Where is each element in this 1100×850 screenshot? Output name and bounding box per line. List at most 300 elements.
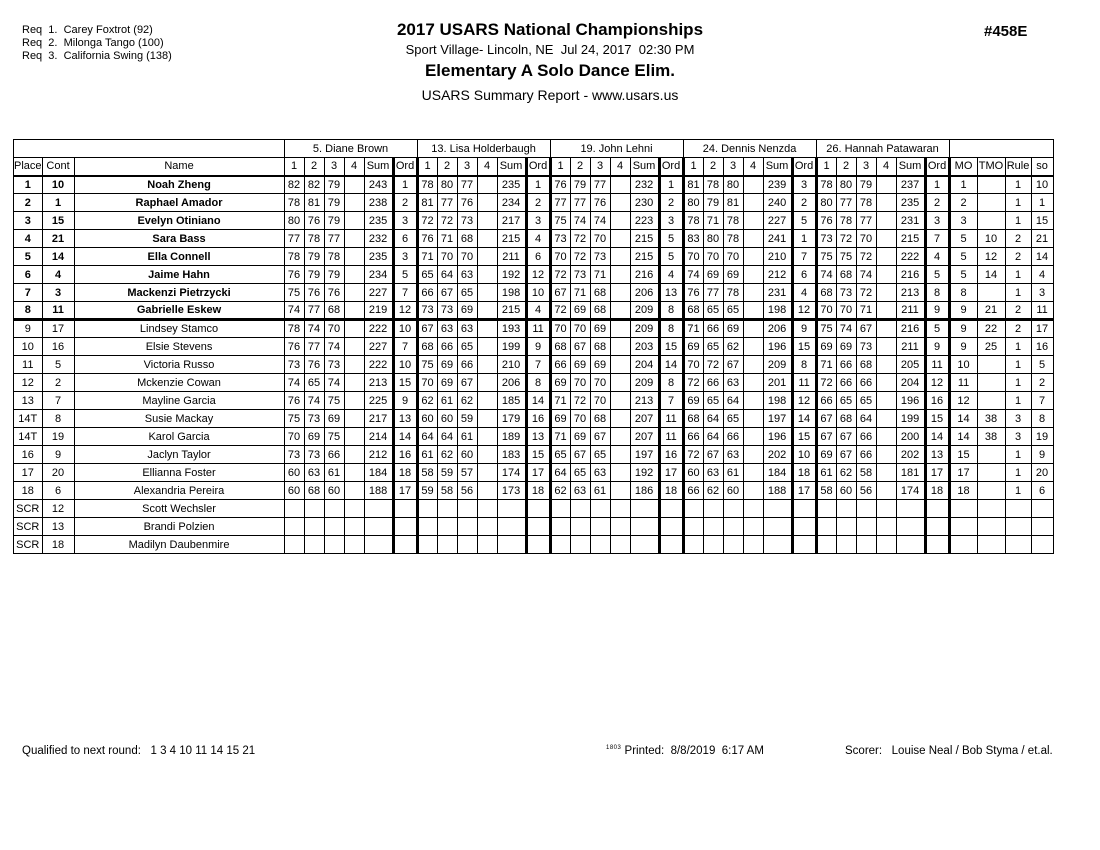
ordinal-cell bbox=[526, 518, 550, 536]
place-cell: 14T bbox=[14, 428, 43, 446]
score-cell: 68 bbox=[304, 482, 324, 500]
col-header-place: Place bbox=[14, 158, 43, 176]
judge-header: 19. John Lehni bbox=[550, 140, 683, 158]
score-cell bbox=[876, 428, 896, 446]
sum-cell: 198 bbox=[497, 284, 526, 302]
tmo-cell: 14 bbox=[977, 266, 1005, 284]
score-cell bbox=[876, 500, 896, 518]
printed-line bbox=[606, 745, 764, 757]
tmo-cell: 38 bbox=[977, 410, 1005, 428]
judge-header-row bbox=[14, 140, 1054, 158]
score-cell: 78 bbox=[836, 212, 856, 230]
score-cell: 67 bbox=[457, 374, 477, 392]
score-cell bbox=[304, 518, 324, 536]
ordinal-cell: 7 bbox=[393, 284, 417, 302]
score-cell: 70 bbox=[836, 302, 856, 320]
so-cell: 19 bbox=[1031, 428, 1053, 446]
score-cell: 69 bbox=[723, 266, 743, 284]
place-cell: 3 bbox=[14, 212, 43, 230]
place-cell: 12 bbox=[14, 374, 43, 392]
sum-cell: 179 bbox=[497, 410, 526, 428]
ordinal-cell: 8 bbox=[526, 374, 550, 392]
score-cell: 69 bbox=[816, 338, 836, 356]
ordinal-cell bbox=[792, 500, 816, 518]
score-cell: 70 bbox=[723, 248, 743, 266]
judge-header: 24. Dennis Nenzda bbox=[683, 140, 816, 158]
sum-cell bbox=[896, 518, 925, 536]
score-cell: 67 bbox=[437, 284, 457, 302]
place-cell: 1 bbox=[14, 176, 43, 194]
sum-cell: 209 bbox=[630, 320, 659, 338]
sum-cell: 181 bbox=[896, 464, 925, 482]
score-cell: 58 bbox=[417, 464, 437, 482]
ordinal-cell: 3 bbox=[526, 212, 550, 230]
score-cell: 75 bbox=[816, 248, 836, 266]
score-cell bbox=[610, 518, 630, 536]
score-cell: 69 bbox=[550, 410, 570, 428]
score-cell bbox=[550, 536, 570, 554]
sum-cell: 231 bbox=[896, 212, 925, 230]
score-cell: 64 bbox=[723, 392, 743, 410]
score-cell: 65 bbox=[703, 392, 723, 410]
score-cell bbox=[610, 356, 630, 374]
score-cell: 78 bbox=[304, 230, 324, 248]
score-cell bbox=[324, 518, 344, 536]
cont-cell: 20 bbox=[42, 464, 74, 482]
score-cell bbox=[610, 428, 630, 446]
score-cell: 67 bbox=[723, 356, 743, 374]
tmo-cell bbox=[977, 212, 1005, 230]
sum-cell: 234 bbox=[364, 266, 393, 284]
score-cell: 70 bbox=[417, 374, 437, 392]
score-cell bbox=[876, 356, 896, 374]
sum-cell: 198 bbox=[763, 392, 792, 410]
ordinal-cell: 9 bbox=[925, 302, 949, 320]
score-cell bbox=[590, 536, 610, 554]
ordinal-cell: 1 bbox=[659, 176, 683, 194]
ordinal-cell: 15 bbox=[526, 446, 550, 464]
mo-cell: 15 bbox=[949, 446, 977, 464]
so-cell: 17 bbox=[1031, 320, 1053, 338]
table-row bbox=[14, 176, 1054, 194]
score-cell bbox=[743, 500, 763, 518]
sum-cell: 231 bbox=[763, 284, 792, 302]
score-cell bbox=[876, 338, 896, 356]
place-cell: 13 bbox=[14, 392, 43, 410]
score-cell bbox=[610, 212, 630, 230]
score-cell: 76 bbox=[417, 230, 437, 248]
score-cell: 68 bbox=[836, 410, 856, 428]
score-cell bbox=[477, 230, 497, 248]
score-cell: 74 bbox=[683, 266, 703, 284]
score-cell bbox=[876, 302, 896, 320]
score-cell bbox=[344, 536, 364, 554]
sum-cell bbox=[364, 536, 393, 554]
score-cell: 68 bbox=[550, 338, 570, 356]
ordinal-cell: 15 bbox=[792, 338, 816, 356]
ordinal-cell: 12 bbox=[526, 266, 550, 284]
score-cell bbox=[477, 212, 497, 230]
ordinal-cell: 8 bbox=[659, 374, 683, 392]
score-cell bbox=[457, 536, 477, 554]
col-header-ord: Ord bbox=[925, 158, 949, 176]
score-cell bbox=[743, 428, 763, 446]
col-header-ord: Ord bbox=[526, 158, 550, 176]
cont-cell: 17 bbox=[42, 320, 74, 338]
rule-cell: 1 bbox=[1005, 446, 1031, 464]
ordinal-cell: 18 bbox=[393, 464, 417, 482]
score-cell bbox=[743, 410, 763, 428]
score-cell: 74 bbox=[856, 266, 876, 284]
score-cell bbox=[570, 518, 590, 536]
name-cell: Ellianna Foster bbox=[74, 464, 284, 482]
score-cell: 70 bbox=[683, 248, 703, 266]
col-header-mo: MO bbox=[949, 158, 977, 176]
score-cell: 66 bbox=[723, 428, 743, 446]
table-row bbox=[14, 302, 1054, 320]
score-cell: 67 bbox=[703, 446, 723, 464]
table-row bbox=[14, 500, 1054, 518]
score-cell: 66 bbox=[856, 374, 876, 392]
score-cell bbox=[743, 392, 763, 410]
sum-cell: 183 bbox=[497, 446, 526, 464]
score-cell: 63 bbox=[570, 482, 590, 500]
judge-header: 13. Lisa Holderbaugh bbox=[417, 140, 550, 158]
score-cell: 78 bbox=[417, 176, 437, 194]
score-cell: 75 bbox=[284, 410, 304, 428]
score-cell bbox=[477, 284, 497, 302]
score-cell: 68 bbox=[457, 230, 477, 248]
score-cell bbox=[703, 500, 723, 518]
event-title: Elementary A Solo Dance Elim. bbox=[424, 61, 676, 80]
ordinal-cell bbox=[792, 536, 816, 554]
score-cell: 81 bbox=[683, 176, 703, 194]
ordinal-cell: 14 bbox=[393, 428, 417, 446]
score-cell: 67 bbox=[570, 338, 590, 356]
score-cell: 62 bbox=[550, 482, 570, 500]
score-cell bbox=[344, 212, 364, 230]
score-cell: 69 bbox=[437, 356, 457, 374]
ordinal-cell: 1 bbox=[792, 230, 816, 248]
sum-cell: 206 bbox=[763, 320, 792, 338]
name-cell: Mckenzie Cowan bbox=[74, 374, 284, 392]
score-cell: 77 bbox=[284, 230, 304, 248]
score-cell bbox=[324, 536, 344, 554]
score-cell: 69 bbox=[723, 320, 743, 338]
mo-cell: 14 bbox=[949, 410, 977, 428]
score-cell: 79 bbox=[703, 194, 723, 212]
score-cell: 69 bbox=[570, 356, 590, 374]
sum-cell: 207 bbox=[630, 428, 659, 446]
ordinal-cell: 1 bbox=[925, 176, 949, 194]
score-cell: 79 bbox=[324, 212, 344, 230]
name-cell: Mayline Garcia bbox=[74, 392, 284, 410]
score-cell: 76 bbox=[304, 356, 324, 374]
name-cell: Noah Zheng bbox=[74, 176, 284, 194]
header-spacer bbox=[14, 140, 285, 158]
sum-cell: 189 bbox=[497, 428, 526, 446]
score-cell: 66 bbox=[856, 428, 876, 446]
score-cell: 73 bbox=[304, 410, 324, 428]
score-cell: 72 bbox=[856, 284, 876, 302]
ordinal-cell: 13 bbox=[393, 410, 417, 428]
score-cell bbox=[344, 356, 364, 374]
score-cell bbox=[743, 320, 763, 338]
score-cell bbox=[610, 320, 630, 338]
score-cell: 68 bbox=[590, 284, 610, 302]
score-cell: 74 bbox=[304, 320, 324, 338]
ordinal-cell: 17 bbox=[792, 482, 816, 500]
score-cell: 69 bbox=[683, 338, 703, 356]
place-cell: 9 bbox=[14, 320, 43, 338]
score-cell: 78 bbox=[723, 230, 743, 248]
place-cell: SCR bbox=[14, 536, 43, 554]
score-cell: 61 bbox=[590, 482, 610, 500]
col-header-sum: Sum bbox=[630, 158, 659, 176]
score-cell bbox=[683, 536, 703, 554]
table-row bbox=[14, 482, 1054, 500]
score-cell bbox=[816, 518, 836, 536]
so-cell bbox=[1031, 500, 1053, 518]
rule-cell: 1 bbox=[1005, 194, 1031, 212]
score-cell: 76 bbox=[324, 284, 344, 302]
score-cell: 70 bbox=[590, 230, 610, 248]
score-cell bbox=[610, 302, 630, 320]
tmo-cell bbox=[977, 356, 1005, 374]
place-cell: 10 bbox=[14, 338, 43, 356]
score-cell bbox=[457, 500, 477, 518]
score-cell: 69 bbox=[324, 410, 344, 428]
score-cell bbox=[723, 518, 743, 536]
score-cell: 77 bbox=[304, 302, 324, 320]
score-cell: 76 bbox=[590, 194, 610, 212]
score-cell bbox=[417, 536, 437, 554]
sum-cell: 202 bbox=[896, 446, 925, 464]
score-cell bbox=[570, 536, 590, 554]
mo-cell: 5 bbox=[949, 248, 977, 266]
place-cell: 17 bbox=[14, 464, 43, 482]
sum-cell: 217 bbox=[364, 410, 393, 428]
score-cell: 79 bbox=[304, 266, 324, 284]
ordinal-cell: 4 bbox=[526, 302, 550, 320]
sum-cell bbox=[364, 518, 393, 536]
score-cell: 60 bbox=[324, 482, 344, 500]
score-cell bbox=[590, 518, 610, 536]
ordinal-cell: 7 bbox=[393, 338, 417, 356]
ordinal-cell: 17 bbox=[925, 464, 949, 482]
tmo-cell: 21 bbox=[977, 302, 1005, 320]
ordinal-cell: 1 bbox=[393, 176, 417, 194]
sum-cell: 213 bbox=[896, 284, 925, 302]
score-cell: 69 bbox=[590, 320, 610, 338]
mo-cell bbox=[949, 536, 977, 554]
sum-cell: 201 bbox=[763, 374, 792, 392]
ordinal-cell: 5 bbox=[925, 320, 949, 338]
col-header-sum: Sum bbox=[896, 158, 925, 176]
score-cell: 66 bbox=[417, 284, 437, 302]
sum-cell: 211 bbox=[896, 338, 925, 356]
score-cell bbox=[836, 518, 856, 536]
score-cell: 65 bbox=[550, 446, 570, 464]
name-cell: Scott Wechsler bbox=[74, 500, 284, 518]
requirement-label: Req 2. bbox=[22, 37, 58, 49]
score-cell bbox=[743, 536, 763, 554]
name-cell: Raphael Amador bbox=[74, 194, 284, 212]
place-cell: 18 bbox=[14, 482, 43, 500]
score-cell bbox=[743, 230, 763, 248]
place-cell: 16 bbox=[14, 446, 43, 464]
score-cell: 73 bbox=[550, 230, 570, 248]
score-cell bbox=[703, 518, 723, 536]
mo-cell: 5 bbox=[949, 230, 977, 248]
score-cell bbox=[876, 482, 896, 500]
so-cell: 9 bbox=[1031, 446, 1053, 464]
sum-cell: 222 bbox=[896, 248, 925, 266]
score-cell: 73 bbox=[856, 338, 876, 356]
score-cell: 72 bbox=[683, 446, 703, 464]
score-cell bbox=[437, 518, 457, 536]
score-cell: 73 bbox=[437, 302, 457, 320]
so-cell: 5 bbox=[1031, 356, 1053, 374]
score-cell bbox=[477, 482, 497, 500]
score-cell: 63 bbox=[723, 446, 743, 464]
score-cell: 66 bbox=[816, 392, 836, 410]
score-cell: 67 bbox=[816, 428, 836, 446]
score-cell: 75 bbox=[284, 284, 304, 302]
mo-cell: 10 bbox=[949, 356, 977, 374]
score-cell bbox=[876, 230, 896, 248]
score-cell bbox=[743, 464, 763, 482]
score-cell: 78 bbox=[723, 284, 743, 302]
table-row bbox=[14, 536, 1054, 554]
score-cell bbox=[816, 500, 836, 518]
name-cell: Lindsey Stamco bbox=[74, 320, 284, 338]
score-cell bbox=[344, 428, 364, 446]
score-cell bbox=[344, 482, 364, 500]
sum-cell: 196 bbox=[763, 338, 792, 356]
cont-cell: 3 bbox=[42, 284, 74, 302]
table-row bbox=[14, 518, 1054, 536]
sum-cell: 230 bbox=[630, 194, 659, 212]
sum-cell: 241 bbox=[763, 230, 792, 248]
score-cell: 70 bbox=[703, 248, 723, 266]
so-cell: 8 bbox=[1031, 410, 1053, 428]
place-cell: 6 bbox=[14, 266, 43, 284]
sum-cell: 203 bbox=[630, 338, 659, 356]
rule-cell: 3 bbox=[1005, 410, 1031, 428]
table-row bbox=[14, 266, 1054, 284]
col-header-score-4: 4 bbox=[344, 158, 364, 176]
sum-cell: 186 bbox=[630, 482, 659, 500]
col-header-score-4: 4 bbox=[876, 158, 896, 176]
score-cell: 62 bbox=[437, 446, 457, 464]
score-cell: 68 bbox=[683, 302, 703, 320]
score-cell: 71 bbox=[856, 302, 876, 320]
score-cell: 58 bbox=[437, 482, 457, 500]
ordinal-cell: 18 bbox=[925, 482, 949, 500]
place-cell: 8 bbox=[14, 302, 43, 320]
score-cell bbox=[477, 194, 497, 212]
sum-cell: 209 bbox=[630, 302, 659, 320]
rule-cell bbox=[1005, 500, 1031, 518]
score-cell: 69 bbox=[437, 374, 457, 392]
sum-cell: 223 bbox=[630, 212, 659, 230]
score-cell: 65 bbox=[703, 302, 723, 320]
col-header-score-3: 3 bbox=[590, 158, 610, 176]
ordinal-cell: 9 bbox=[792, 320, 816, 338]
score-cell: 73 bbox=[836, 284, 856, 302]
score-cell bbox=[876, 392, 896, 410]
score-cell: 73 bbox=[304, 446, 324, 464]
score-cell bbox=[477, 176, 497, 194]
score-cell bbox=[743, 302, 763, 320]
col-header-score-1: 1 bbox=[284, 158, 304, 176]
score-cell: 71 bbox=[417, 248, 437, 266]
score-cell: 80 bbox=[723, 176, 743, 194]
sum-cell: 193 bbox=[497, 320, 526, 338]
sum-cell: 206 bbox=[630, 284, 659, 302]
score-cell: 71 bbox=[437, 230, 457, 248]
score-cell: 76 bbox=[457, 194, 477, 212]
score-cell bbox=[876, 194, 896, 212]
score-cell bbox=[876, 248, 896, 266]
score-cell: 68 bbox=[683, 410, 703, 428]
score-cell: 70 bbox=[570, 320, 590, 338]
score-cell bbox=[836, 500, 856, 518]
score-cell: 73 bbox=[284, 356, 304, 374]
col-header-score-4: 4 bbox=[743, 158, 763, 176]
score-cell bbox=[344, 230, 364, 248]
score-cell: 74 bbox=[324, 338, 344, 356]
score-cell: 69 bbox=[703, 266, 723, 284]
sum-cell bbox=[497, 500, 526, 518]
mo-cell: 9 bbox=[949, 302, 977, 320]
mo-cell: 14 bbox=[949, 428, 977, 446]
ordinal-cell: 18 bbox=[792, 464, 816, 482]
sum-cell: 206 bbox=[497, 374, 526, 392]
ordinal-cell: 11 bbox=[526, 320, 550, 338]
sum-cell: 227 bbox=[364, 338, 393, 356]
ordinal-cell: 12 bbox=[925, 374, 949, 392]
score-cell: 77 bbox=[324, 230, 344, 248]
ordinal-cell: 16 bbox=[925, 392, 949, 410]
score-cell bbox=[743, 356, 763, 374]
cont-cell: 16 bbox=[42, 338, 74, 356]
cont-cell: 15 bbox=[42, 212, 74, 230]
score-cell: 74 bbox=[816, 266, 836, 284]
score-cell: 73 bbox=[570, 266, 590, 284]
table-row bbox=[14, 248, 1054, 266]
score-cell bbox=[743, 176, 763, 194]
mo-cell: 9 bbox=[949, 320, 977, 338]
ordinal-cell bbox=[792, 518, 816, 536]
name-cell: Madilyn Daubenmire bbox=[74, 536, 284, 554]
score-cell: 77 bbox=[836, 194, 856, 212]
sum-cell: 215 bbox=[896, 230, 925, 248]
ordinal-cell: 15 bbox=[393, 374, 417, 392]
competition-title: 2017 USARS National Championships bbox=[396, 20, 704, 39]
score-cell: 69 bbox=[304, 428, 324, 446]
sum-cell: 215 bbox=[497, 302, 526, 320]
ordinal-cell: 6 bbox=[526, 248, 550, 266]
mo-cell: 2 bbox=[949, 194, 977, 212]
sum-cell: 199 bbox=[497, 338, 526, 356]
sum-cell bbox=[896, 500, 925, 518]
ordinal-cell: 9 bbox=[925, 338, 949, 356]
score-cell: 69 bbox=[457, 302, 477, 320]
score-cell bbox=[417, 500, 437, 518]
score-cell bbox=[304, 500, 324, 518]
